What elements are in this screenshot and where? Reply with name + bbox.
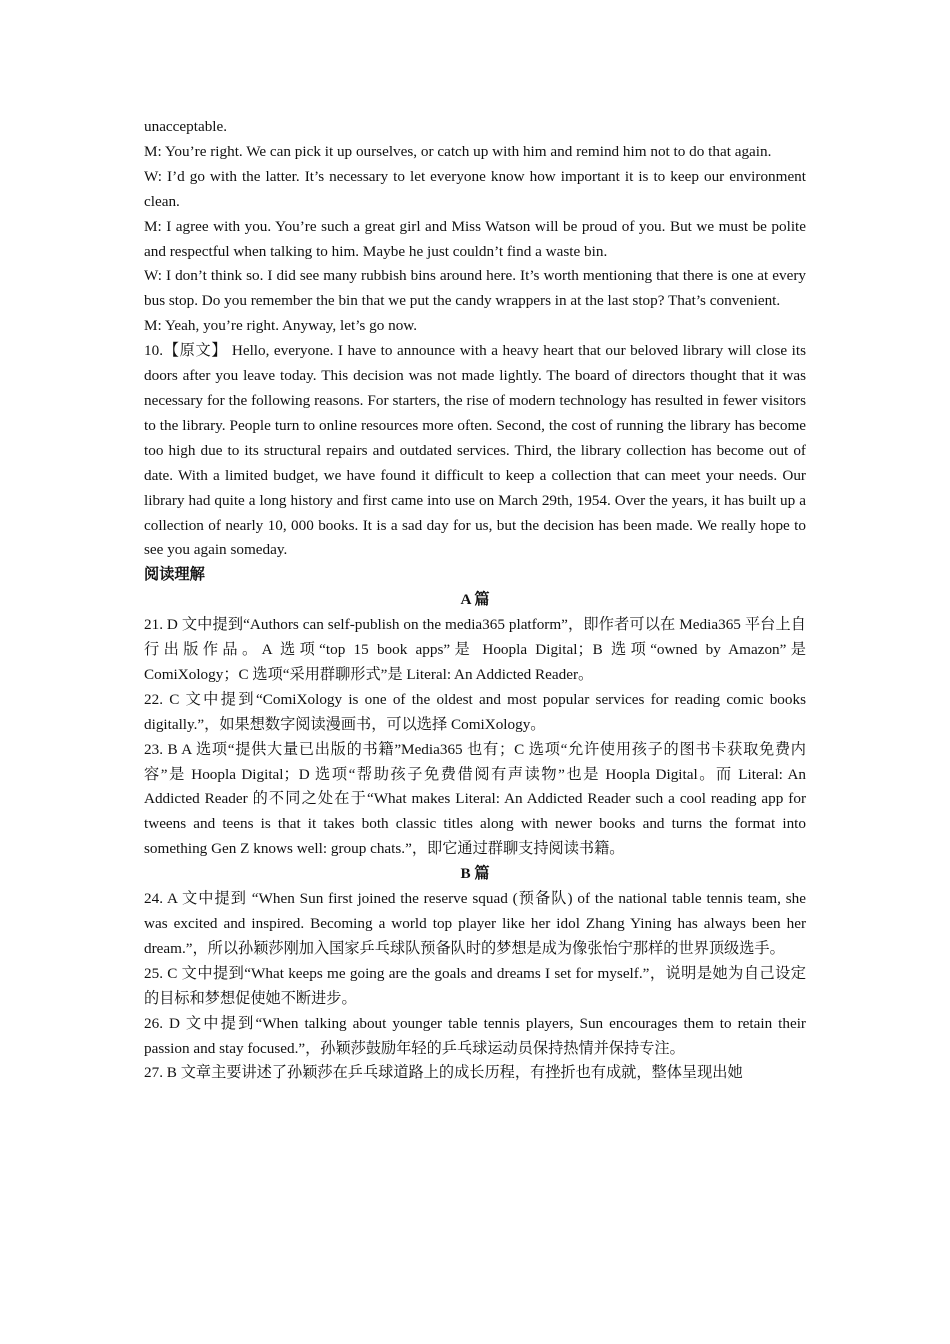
dialogue-line: W: I don’t think so. I did see many rubbish bins around here. It’s worth mentioning that there is one at every bus stop. Do you remember the bin that we put the candy wrappers in at the last stop? That’s convenient. [144, 267, 806, 310]
answer-item: 25. C 文中提到“What keeps me going are the goals and dreams I set for myself.”，说明是她为自己设定的目标和梦想促使她不断进步。 [144, 964, 806, 1007]
answer-item: 23. B A 选项“提供大量已出版的书籍”Media365 也有；C 选项“允许使用孩子的图书卡获取免费内容”是 Hoopla Digital；D 选项“帮助孩子免费借阅有声读物”也是 Hoopla Digital。而 Literal: An Addicted Reader 的不同之处在于“What makes Literal: An Addicted Reader such a cool reading app for tweens and teens is that it takes both classic titles along with newer books and turns the format into something Gen Z knows well: group chats.”，即它通过群聊支持阅读书籍。 [144, 740, 806, 858]
question-10-transcript: 10.【原文】 Hello, everyone. I have to announce with a heavy heart that our beloved library will close its doors after you leave today. This decision was not made lightly. The board of directors thought that it was necessary for the following reasons. For starters, the rise of modern technology has resulted in fewer visitors to the library. People turn to online resources more often. Second, the cost of running the library has become too high due to its structural repairs and outdated services. Third, the library collection has become out of date. With a limited budget, we have found it difficult to keep a collection that can meet your needs. Our library had quite a long history and first came into use on March 29th, 1954. Over the years, it has built up a collection of nearly 10, 000 books. It is a sad day for us, but the decision has been made. We really hope to see you again someday. [144, 342, 806, 559]
section-b-title: B 篇 [460, 865, 490, 883]
answer-item: 27. B 文章主要讲述了孙颖莎在乒乓球道路上的成长历程，有挫折也有成就，整体呈现出她 [144, 1064, 743, 1082]
dialogue-line: M: I agree with you. You’re such a great girl and Miss Watson will be proud of you. But we must be polite and respectful when talking to him. Maybe he just couldn’t find a waste bin. [144, 217, 806, 260]
answer-item: 21. D 文中提到“Authors can self-publish on the media365 platform”，即作者可以在 Media365 平台上自行出版作品。A 选项“top 15 book apps”是 Hoopla Digital；B 选项“owned by Amazon”是 ComiXology；C 选项“采用群聊形式”是 Literal: An Addicted Reader。 [144, 616, 806, 683]
document-page [144, 115, 806, 1086]
dialogue-line: unacceptable. [144, 118, 228, 135]
answer-item: 22. C 文中提到“ComiXology is one of the oldest and most popular services for reading comic books digitally.”，如果想数字阅读漫画书，可以选择 ComiXology。 [144, 690, 806, 733]
dialogue-line: M: You’re right. We can pick it up ourselves, or catch up with him and remind him not to do that again. [144, 142, 772, 160]
answer-item: 24. A 文中提到 “When Sun first joined the reserve squad (预备队) of the national table tennis team, she was excited and inspired. Becoming a world top player like her idol Zhang Yining has always been her dream.”，所以孙颖莎刚加入国家乒乓球队预备队时的梦想是成为像张怡宁那样的世界顶级选手。 [144, 890, 806, 957]
dialogue-line: M: Yeah, you’re right. Anyway, let’s go now. [144, 317, 418, 335]
section-heading-reading: 阅读理解 [144, 566, 205, 584]
section-a-title: A 篇 [460, 591, 490, 609]
answer-item: 26. D 文中提到“When talking about younger table tennis players, Sun encourages them to retain their passion and stay focused.”，孙颖莎鼓励年轻的乒乓球运动员保持热情并保持专注。 [144, 1014, 806, 1057]
dialogue-line: W: I’d go with the latter. It’s necessary to let everyone know how important it is to keep our environment clean. [144, 167, 806, 210]
